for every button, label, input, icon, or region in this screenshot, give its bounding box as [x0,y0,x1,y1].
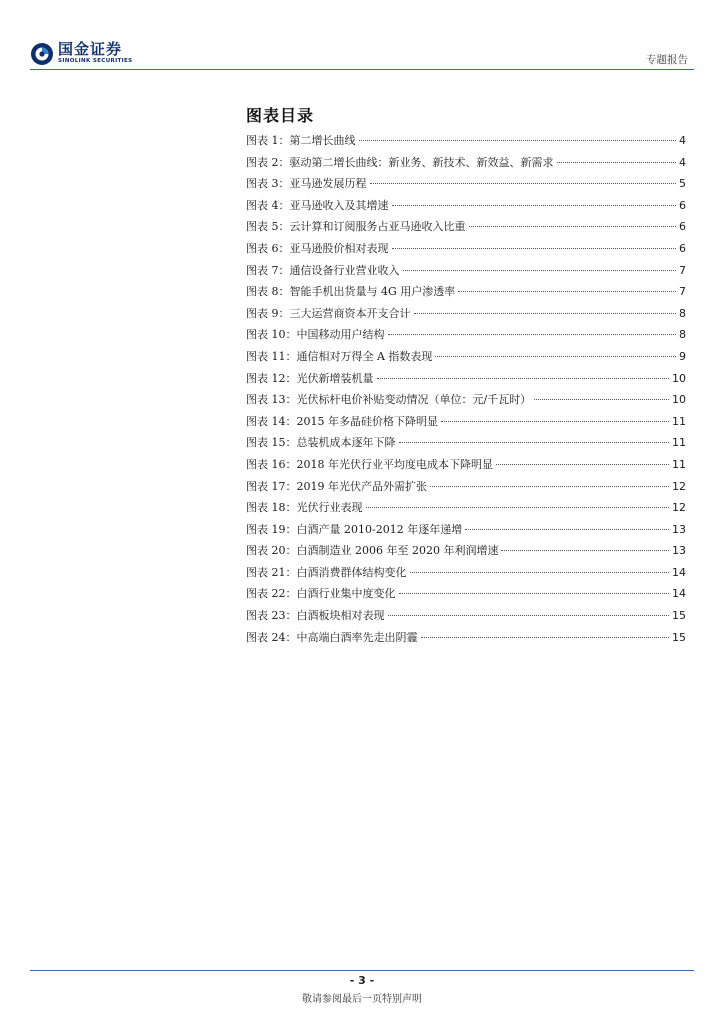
toc-entry[interactable] [246,348,686,370]
toc-entry-label: 图表 5：云计算和订阅服务占亚马逊收入比重 [246,220,466,234]
toc-entry-label: 图表 23：白酒板块相对表现 [246,609,385,623]
toc-entry-label: 图表 13：光伏标杆电价补贴变动情况（单位：元/千瓦时） [246,393,532,407]
toc-leader-dots [441,421,669,422]
toc-title: 图表目录 [246,106,315,125]
toc-entry[interactable] [246,370,686,392]
toc-entry-page: 7 [679,285,686,299]
toc-entry[interactable] [246,542,686,564]
toc-list [246,132,686,650]
toc-entry-label: 图表 21：白酒消费群体结构变化 [246,565,407,579]
toc-entry[interactable] [246,262,686,284]
toc-entry-label: 图表 2：驱动第二增长曲线：新业务、新技术、新效益、新需求 [246,155,554,169]
toc-entry[interactable] [246,456,686,478]
toc-entry-page: 10 [672,371,686,385]
toc-entry[interactable] [246,305,686,327]
toc-entry-label: 图表 20：白酒制造业 2006 年至 2020 年利润增速 [246,544,499,558]
sinolink-logo-icon [30,42,54,66]
toc-entry-label: 图表 4：亚马逊收入及其增速 [246,198,389,212]
toc-entry-label: 图表 8：智能手机出货量与 4G 用户渗透率 [246,285,456,299]
toc-leader-dots [501,550,669,551]
toc-entry-label: 图表 15：总装机成本逐年下降 [246,436,396,450]
toc-entry-page: 11 [672,457,686,471]
toc-entry-page: 5 [679,177,686,191]
toc-leader-dots [410,572,670,573]
toc-entry-label: 图表 16：2018 年光伏行业平均度电成本下降明显 [246,457,493,471]
toc-leader-dots [496,464,669,465]
report-type-label: 专题报告 [646,54,688,66]
toc-entry[interactable] [246,585,686,607]
toc-leader-dots [465,529,669,530]
toc-entry-page: 12 [672,501,686,515]
toc-leader-dots [399,442,670,443]
toc-entry[interactable] [246,607,686,629]
toc-entry-page: 11 [672,414,686,428]
toc-leader-dots [435,356,676,357]
toc-leader-dots [366,507,670,508]
toc-entry[interactable] [246,521,686,543]
toc-entry-label: 图表 9：三大运营商资本开支合计 [246,306,411,320]
toc-entry-page: 4 [679,155,686,169]
toc-leader-dots [430,486,669,487]
toc-entry-page: 13 [672,544,686,558]
toc-entry-page: 10 [672,393,686,407]
toc-entry-page: 8 [679,328,686,342]
toc-entry[interactable] [246,154,686,176]
footer-divider [30,970,694,971]
toc-entry-label: 图表 7：通信设备行业营业收入 [246,263,400,277]
toc-entry-page: 6 [679,241,686,255]
toc-leader-dots [469,226,677,227]
toc-entry[interactable] [246,197,686,219]
toc-entry-label: 图表 14：2015 年多晶硅价格下降明显 [246,414,438,428]
toc-leader-dots [414,313,677,314]
toc-entry-page: 14 [672,587,686,601]
toc-leader-dots [458,291,676,292]
toc-leader-dots [370,183,677,184]
toc-entry[interactable] [246,283,686,305]
toc-leader-dots [403,270,677,271]
page-header [0,0,724,70]
toc-entry[interactable] [246,434,686,456]
toc-entry-label: 图表 3：亚马逊发展历程 [246,177,367,191]
toc-entry[interactable] [246,175,686,197]
page-number: - 3 - [349,974,375,987]
toc-entry[interactable] [246,218,686,240]
toc-entry-label: 图表 12：光伏新增装机量 [246,371,374,385]
toc-leader-dots [421,637,670,638]
toc-entry-page: 8 [679,306,686,320]
toc-entry-label: 图表 6：亚马逊股价相对表现 [246,241,389,255]
toc-entry-label: 图表 18：光伏行业表现 [246,501,363,515]
toc-entry-label: 图表 17：2019 年光伏产品外需扩张 [246,479,427,493]
toc-leader-dots [392,248,677,249]
toc-entry-page: 9 [679,349,686,363]
toc-entry-page: 11 [672,436,686,450]
toc-entry-label: 图表 22：白酒行业集中度变化 [246,587,396,601]
toc-entry[interactable] [246,564,686,586]
brand-name-en: SINOLINK SECURITIES [58,58,133,64]
toc-leader-dots [359,140,677,141]
disclaimer-note: 敬请参阅最后一页特别声明 [302,994,422,1005]
toc-entry-label: 图表 24：中高端白酒率先走出阴霾 [246,630,418,644]
toc-leader-dots [399,593,670,594]
brand-name-cn: 国金证券 [58,40,123,58]
toc-entry[interactable] [246,478,686,500]
toc-entry[interactable] [246,132,686,154]
toc-leader-dots [534,399,669,400]
toc-entry-page: 12 [672,479,686,493]
toc-entry-label: 图表 11：通信相对万得全 A 指数表现 [246,349,433,363]
toc-entry-page: 6 [679,220,686,234]
toc-entry[interactable] [246,240,686,262]
toc-entry-page: 6 [679,198,686,212]
toc-entry-page: 14 [672,565,686,579]
toc-entry-label: 图表 10：中国移动用户结构 [246,328,385,342]
toc-entry-page: 15 [672,630,686,644]
toc-entry[interactable] [246,499,686,521]
toc-leader-dots [388,334,677,335]
toc-entry[interactable] [246,391,686,413]
toc-entry-label: 图表 19：白酒产量 2010-2012 年逐年递增 [246,522,463,536]
toc-leader-dots [392,205,677,206]
toc-entry[interactable] [246,326,686,348]
toc-leader-dots [557,162,677,163]
toc-leader-dots [388,615,670,616]
header-divider [30,69,694,70]
toc-entry-page: 13 [672,522,686,536]
toc-entry[interactable] [246,629,686,651]
toc-entry-label: 图表 1：第二增长曲线 [246,134,356,147]
toc-entry-page: 4 [679,134,686,147]
toc-entry[interactable] [246,413,686,435]
toc-leader-dots [377,378,670,379]
toc-entry-page: 15 [672,609,686,623]
toc-entry-page: 7 [679,263,686,277]
